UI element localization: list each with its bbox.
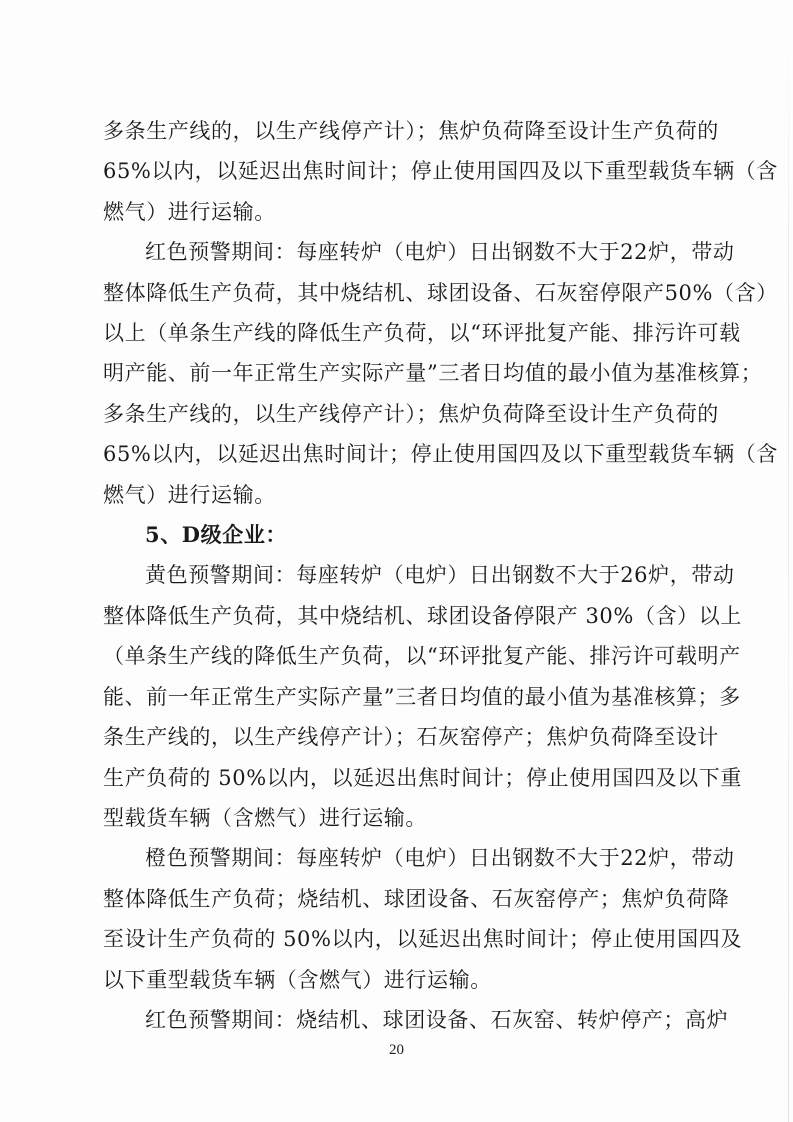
text-line: 条生产线的，以生产线停产计）；石灰窑停产；焦炉负荷降至设计: [103, 725, 719, 750]
text-line: 黄色预警期间：每座转炉（电炉）日出钢数不大于26炉，带动: [145, 563, 735, 588]
text-line: 至设计生产负荷的 50%以内，以延迟出焦时间计；停止使用国四及: [103, 927, 742, 952]
text-line: 多条生产线的，以生产线停产计）；焦炉负荷降至设计生产负荷的: [103, 119, 719, 143]
text-line: 能、前一年正常生产实际产量”三者日均值的最小值为基准核算；多: [103, 684, 741, 709]
text-line: 以上（单条生产线的降低生产负荷，以“环评批复产能、排污许可载: [103, 321, 741, 346]
paragraph-orange-warning-d: [103, 838, 742, 1000]
text-line: 65%以内，以延迟出焦时间计；停止使用国四及以下重型载货车辆（含: [103, 442, 778, 467]
text-line: 明产能、前一年正常生产实际产量”三者日均值的最小值为基准核算；: [103, 361, 763, 386]
paragraph-red-warning-c: [103, 232, 778, 515]
text-line: 多条生产线的，以生产线停产计）；焦炉负荷降至设计生产负荷的: [103, 401, 719, 426]
text-line: 生产负荷的 50%以内，以延迟出焦时间计；停止使用国四及以下重: [103, 765, 742, 790]
text-line: 整体降低生产负荷，其中烧结机、球团设备停限产 30%（含）以上: [103, 603, 742, 628]
text-line: 以下重型载货车辆（含燃气）进行运输。: [103, 967, 492, 992]
page-number: 20: [389, 1042, 404, 1058]
paragraph-continuation: [103, 111, 778, 232]
scan-edge-divider: [788, 0, 789, 1122]
text-line: 红色预警期间：每座转炉（电炉）日出钢数不大于22炉，带动: [145, 240, 735, 265]
text-line: 燃气）进行运输。: [103, 482, 276, 507]
document-body: [103, 111, 778, 1040]
text-line: 65%以内，以延迟出焦时间计；停止使用国四及以下重型载货车辆（含: [103, 159, 778, 184]
paragraph-red-warning-d: [103, 1000, 729, 1040]
section-heading-text: 5、D级企业：: [145, 522, 288, 548]
text-line: 燃气）进行运输。: [103, 199, 276, 224]
text-line: 红色预警期间：烧结机、球团设备、石灰窑、转炉停产；高炉: [145, 1007, 729, 1032]
text-line: 型载货车辆（含燃气）进行运输。: [103, 805, 427, 830]
paragraph-yellow-warning-d: [103, 555, 742, 838]
text-line: 橙色预警期间：每座转炉（电炉）日出钢数不大于22炉，带动: [145, 846, 735, 871]
section-heading: [103, 515, 695, 555]
text-line: （单条生产线的降低生产负荷，以“环评批复产能、排污许可载明产: [103, 644, 741, 669]
text-line: 整体降低生产负荷，其中烧结机、球团设备、石灰窑停限产50%（含）: [103, 280, 778, 305]
text-line: 整体降低生产负荷；烧结机、球团设备、石灰窑停产；焦炉负荷降: [103, 886, 730, 911]
